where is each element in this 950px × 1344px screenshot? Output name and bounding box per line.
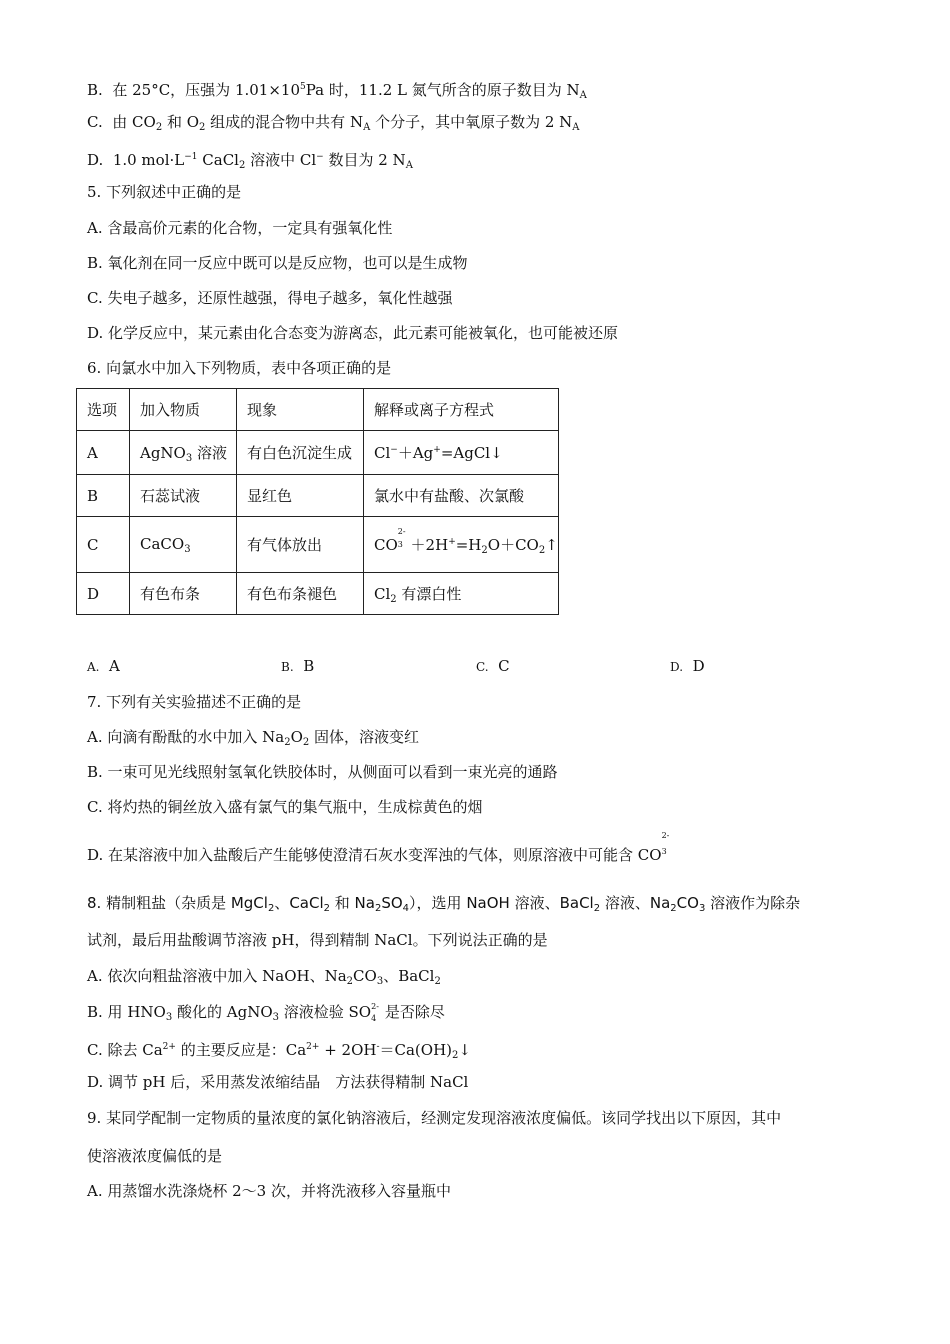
q7-stem: 7. 下列有关实验描述不正确的是	[87, 693, 302, 711]
q7-option-c: C. 将灼热的铜丝放入盛有氯气的集气瓶中，生成棕黄色的烟	[87, 798, 483, 816]
header-phenomenon: 现象	[237, 389, 364, 431]
q4-option-c: C. 由 $CO_2$ 和 $O_2$ 组成的混合物中共有 $N_A$ 个分子，其中氧原子数为 2 $N_A$	[87, 113, 580, 133]
q6-choice-a: A. A	[87, 657, 120, 675]
q6-choice-d: D. D	[670, 657, 705, 675]
cell-phenomenon: 有白色沉淀生成	[237, 431, 364, 475]
cell-explanation: Cl−＋Ag+=AgCl↓	[364, 431, 559, 475]
q6-table	[76, 388, 559, 615]
header-substance: 加入物质	[130, 389, 237, 431]
cell-explanation: $Cl_2$ 有漂白性	[364, 573, 559, 615]
q8-option-c: C. 除去 $Ca^{2+}$ 的主要反应是：$Ca^{2+}$ + $2OH^-=Ca(OH)_2↓$	[87, 1041, 471, 1061]
q4-option-d: D. 1.0 $mol\cdot L^{-1}$ CaCl$_2$ 溶液中 Cl− 数目为 2 $N_A$	[87, 151, 413, 171]
cell-substance: 有色布条	[130, 573, 237, 615]
q9-option-a: A. 用蒸馏水洗涤烧杯 2～3 次，并将洗液移入容量瓶中	[87, 1182, 451, 1200]
q7-option-d: D. 在某溶液中加入盐酸后产生能够使澄清石灰水变浑浊的气体，则原溶液中可能含 CO 2- 3	[87, 831, 670, 864]
table-header-row	[77, 389, 559, 431]
cell-option: C	[77, 517, 130, 573]
cell-option: B	[77, 475, 130, 517]
q6-choice-b: B. B	[281, 657, 315, 675]
q5-option-d: D. 化学反应中，某元素由化合态变为游离态，此元素可能被氧化，也可能被还原	[87, 324, 619, 342]
cell-phenomenon: 有气体放出	[237, 517, 364, 573]
cell-explanation: CO 2- 3 $+2H^+=H_2O+CO_2↑$	[364, 517, 559, 573]
cell-option: D	[77, 573, 130, 615]
cell-option: A	[77, 431, 130, 475]
q5-option-c: C. 失电子越多，还原性越强，得电子越多，氧化性越强	[87, 289, 453, 307]
cell-explanation: 氯水中有盐酸、次氯酸	[364, 475, 559, 517]
table-row	[77, 573, 559, 615]
q5-option-b: B. 氧化剂在同一反应中既可以是反应物，也可以是生成物	[87, 254, 468, 272]
q8-stem-line2: 试剂，最后用盐酸调节溶液 pH，得到精制 NaCl。下列说法正确的是	[87, 931, 548, 949]
q6-stem: 6. 向氯水中加入下列物质，表中各项正确的是	[87, 359, 392, 377]
q9-stem-line1: 9. 某同学配制一定物质的量浓度的氯化钠溶液后，经测定发现溶液浓度偏低。该同学找出以下原因，其中	[87, 1109, 782, 1127]
cell-substance: AgNO$_3$ 溶液	[130, 431, 237, 475]
q4-option-b: B. 在 25°C，压强为 $1.01\times 10^5Pa$ 时，11.2 L 氮气所含的原子数目为 $N_A$	[87, 81, 587, 101]
q6-choice-c: C. C	[476, 657, 510, 675]
cell-substance: 石蕊试液	[130, 475, 237, 517]
header-explanation: 解释或离子方程式	[364, 389, 559, 431]
table-row	[77, 431, 559, 475]
q8-option-a: A. 依次向粗盐溶液中加入 NaOH、$Na_2CO_3$、BaCl$_2$	[87, 967, 441, 987]
header-option: 选项	[77, 389, 130, 431]
q7-option-b: B. 一束可见光线照射氢氧化铁胶体时，从侧面可以看到一束光亮的通路	[87, 763, 558, 781]
table-row	[77, 517, 559, 573]
cell-phenomenon: 有色布条褪色	[237, 573, 364, 615]
table-row	[77, 475, 559, 517]
q8-stem-line1: 8. 精制粗盐（杂质是 MgCl$_2$、CaCl$_2$ 和 $Na_2SO_4$），选用 NaOH 溶液、BaCl$_2$ 溶液、$Na_2CO_3$ 溶液作为除杂	[87, 894, 801, 914]
q5-stem: 5. 下列叙述中正确的是	[87, 183, 242, 201]
cell-phenomenon: 显红色	[237, 475, 364, 517]
q8-option-d: D. 调节 pH 后，采用蒸发浓缩结晶 方法获得精制 NaCl	[87, 1073, 469, 1091]
q9-stem-line2: 使溶液浓度偏低的是	[87, 1147, 223, 1165]
cell-substance: CaCO$_3$	[130, 517, 237, 573]
q5-option-a: A. 含最高价元素的化合物，一定具有强氧化性	[87, 219, 393, 237]
q8-option-b: B. 用 $HNO_3$ 酸化的 AgNO$_3$ 溶液检验 SO 2- 4 是否除尽	[87, 1002, 445, 1023]
q7-option-a: A. 向滴有酚酞的水中加入 $Na_2O_2$ 固体，溶液变红	[87, 728, 420, 748]
